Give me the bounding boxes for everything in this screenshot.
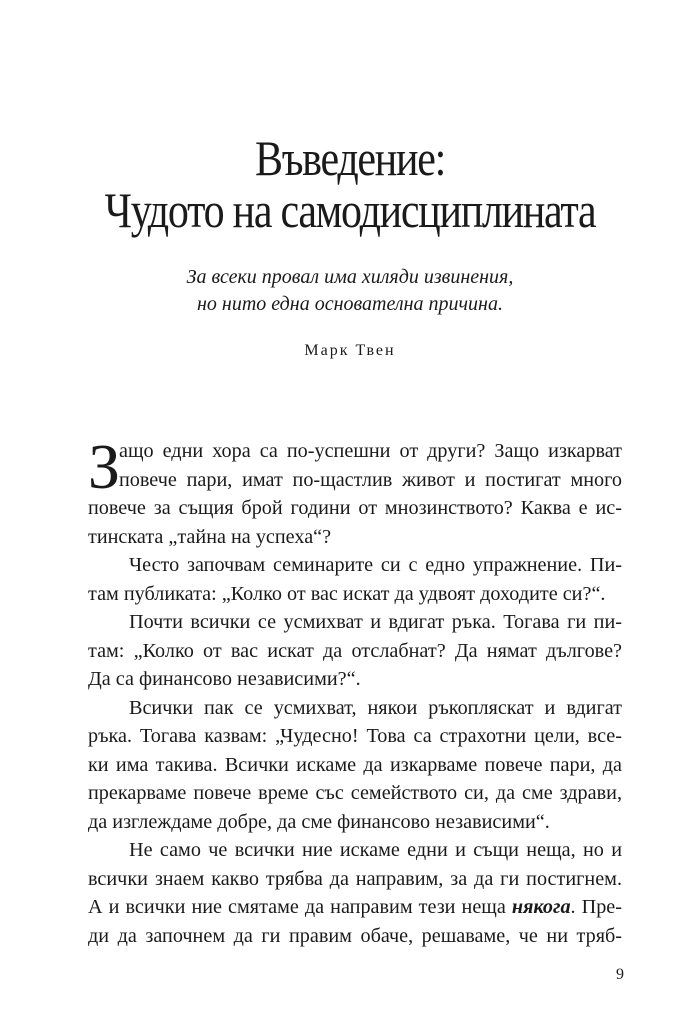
text-line: ръка. Тогава казвам: „Чудесно! Това са страхотни цели, все- xyxy=(88,725,622,747)
text-line: ащо едни хора са по-успешни от други? Защо изкарват xyxy=(119,440,622,462)
epigraph-quote xyxy=(0,264,700,318)
epigraph-line-2: но нито една основателна причина. xyxy=(197,293,503,315)
text-line: Често започвам семинарите си с едно упражнение. Пи- xyxy=(129,554,622,576)
text-line: да изглеждаме добре, да сме финансово независими“. xyxy=(88,810,550,833)
text-line: Почти всички се усмихват и вдигат ръка. Тогава ги пи- xyxy=(129,611,622,633)
text-line: всички знаем какво трябва да направим, за да ги постигнем. xyxy=(88,867,622,890)
text-line: повече за същия брой години от мнозинството? Каква е ис- xyxy=(88,497,622,519)
text-line: тинската „тайна на успеха“? xyxy=(88,525,332,548)
text-line: там: „Колко от вас искат да отслабнат? Да нямат дългове? xyxy=(88,639,622,662)
emphasized-word: някога xyxy=(511,896,571,918)
epigraph-author: Марк Твен xyxy=(304,342,396,359)
text-fragment: А и всички ние смятаме да направим тези неща xyxy=(88,896,512,918)
text-line: Всички пак се усмихват, някои ръкопляскат и вдигат xyxy=(129,696,622,719)
text-line: ди да започнем да ги правим обаче, решаваме, че ни тряб- xyxy=(88,924,622,947)
text-line: прекарваме повече време със семейството си, да сме здрави, xyxy=(88,782,622,804)
text-line: там публиката: „Колко от вас искат да удвоят доходите си?“. xyxy=(88,582,606,605)
chapter-title-line-2: Чудото на самодисциплината xyxy=(104,182,596,238)
text-line: Да са финансово независими?“. xyxy=(88,668,361,690)
text-fragment: . Пре- xyxy=(570,896,622,918)
drop-cap: З xyxy=(88,431,121,502)
page-number: 9 xyxy=(616,966,624,983)
text-line: Не само че всички ние искаме едни и същи неща, но и xyxy=(129,839,622,861)
text-line: повече пари, имат по-щастлив живот и постигат много xyxy=(119,468,622,491)
epigraph-line-1: За всеки провал има хиляди извинения, xyxy=(186,266,514,288)
text-line xyxy=(88,893,622,922)
body-text xyxy=(88,431,622,950)
text-line: ки има такива. Всички искаме да изкарваме повече пари, да xyxy=(88,753,622,776)
chapter-title-line-1: Въведение: xyxy=(254,130,446,186)
chapter-title xyxy=(56,132,644,236)
